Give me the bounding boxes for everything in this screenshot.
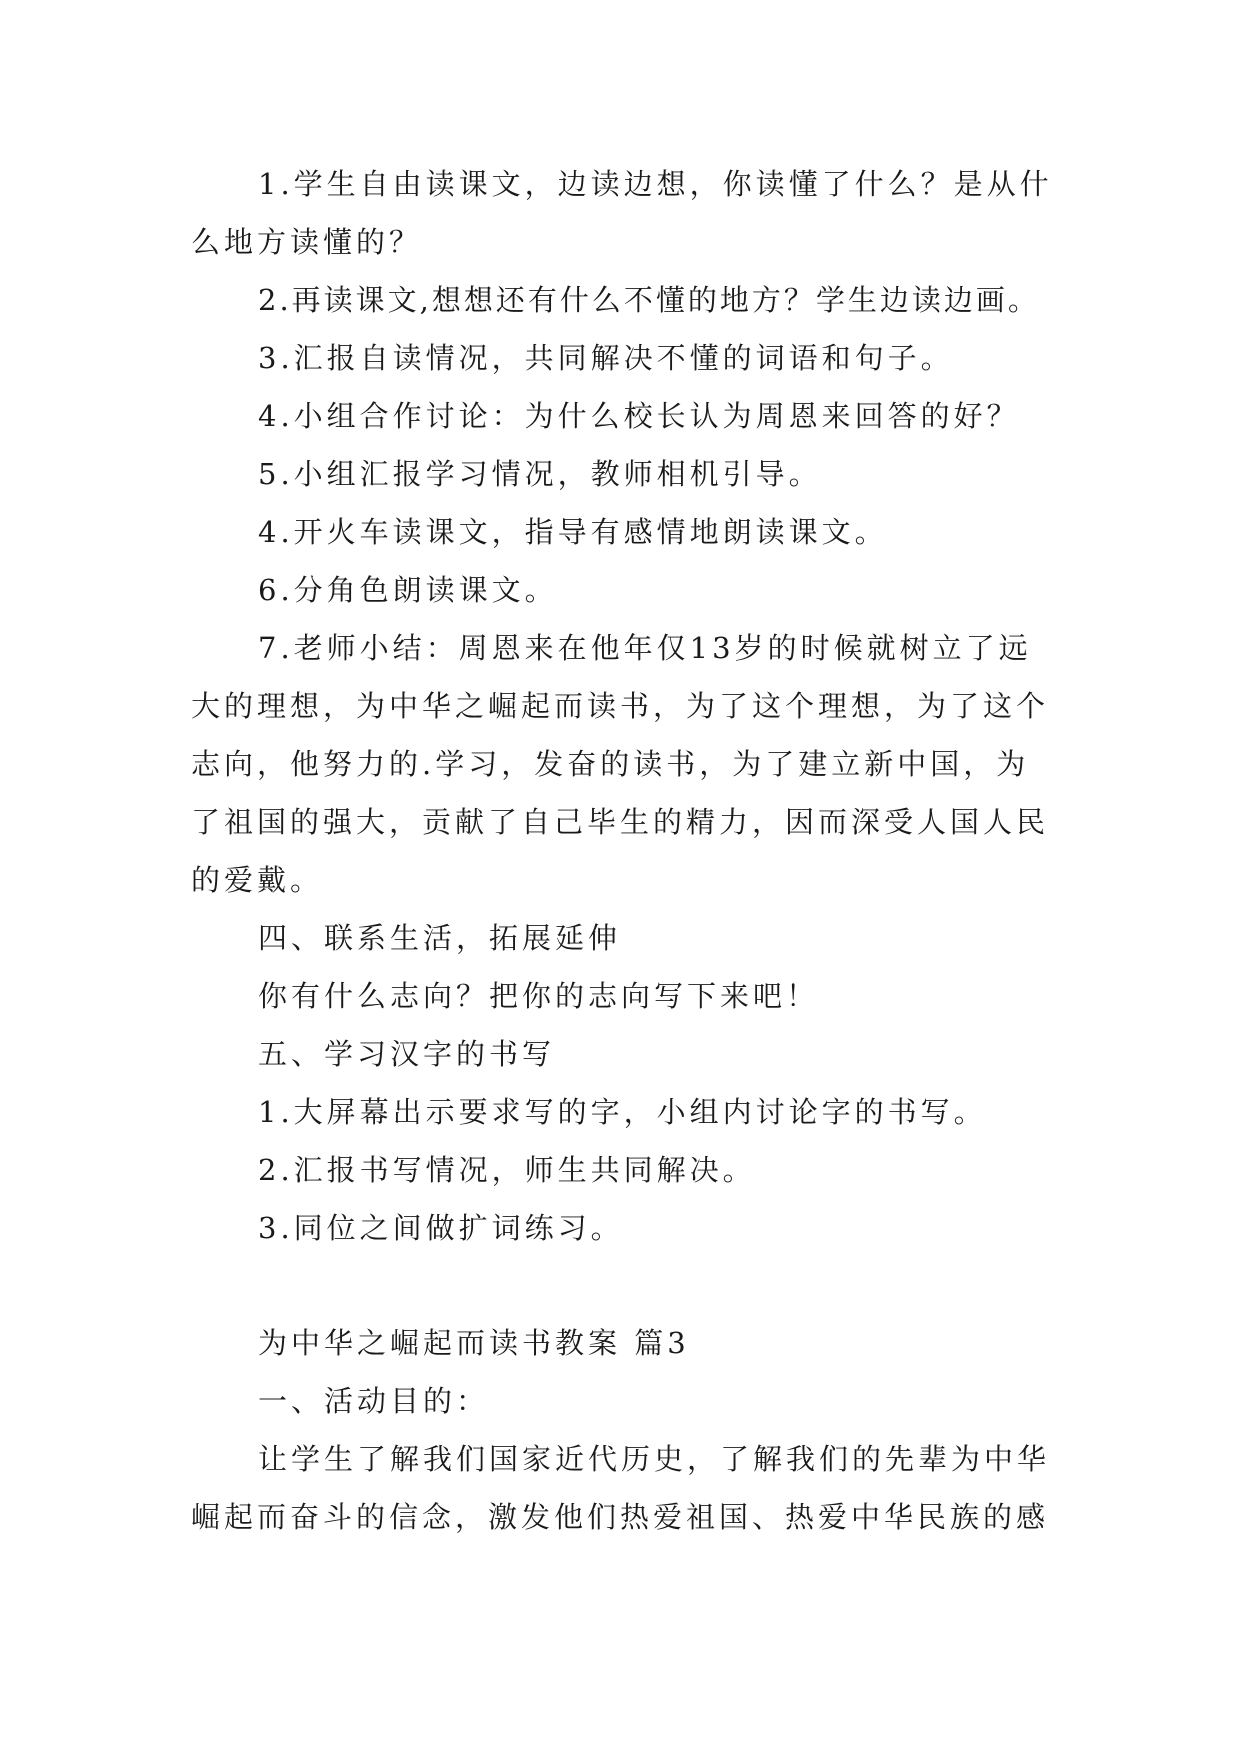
text-line: 大的理想，为中华之崛起而读书，为了这个理想，为了这个 <box>191 689 1050 723</box>
text-line: 么地方读懂的？ <box>191 225 423 259</box>
text-line: 3.汇报自读情况，共同解决不懂的词语和句子。 <box>258 341 954 375</box>
text-line: 志向，他努力的.学习，发奋的读书，为了建立新中国，为 <box>191 747 1030 781</box>
text-line: 1.大屏幕出示要求写的字，小组内讨论字的书写。 <box>258 1095 987 1129</box>
text-line: 7.老师小结：周恩来在他年仅13岁的时候就树立了远 <box>258 631 1032 665</box>
text-line: 2.汇报书写情况，师生共同解决。 <box>258 1153 756 1187</box>
section-heading: 四、联系生活，拓展延伸 <box>258 921 622 955</box>
text-line: 崛起而奋斗的信念，激发他们热爱祖国、热爱中华民族的感 <box>191 1500 1050 1534</box>
document-subtitle: 为中华之崛起而读书教案 篇3 <box>258 1326 690 1360</box>
text-line: 1.学生自由读课文，边读边想，你读懂了什么？是从什 <box>258 167 1053 201</box>
text-line: 让学生了解我们国家近代历史，了解我们的先辈为中华 <box>258 1442 1051 1476</box>
section-heading: 一、活动目的： <box>258 1384 490 1418</box>
text-line: 5.小组汇报学习情况，教师相机引导。 <box>258 457 822 491</box>
text-line: 你有什么志向？把你的志向写下来吧！ <box>258 979 820 1013</box>
text-line: 6.分角色朗读课文。 <box>258 573 558 607</box>
text-line: 了祖国的强大，贡献了自己毕生的精力，因而深受人国人民 <box>191 805 1050 839</box>
text-line: 2.再读课文,想想还有什么不懂的地方？学生边读边画。 <box>258 283 1040 317</box>
text-line: 4.小组合作讨论：为什么校长认为周恩来回答的好？ <box>258 399 1020 433</box>
text-line: 的爱戴。 <box>191 863 324 897</box>
text-line: 3.同位之间做扩词练习。 <box>258 1211 624 1245</box>
section-heading: 五、学习汉字的书写 <box>258 1037 556 1071</box>
text-line: 4.开火车读课文，指导有感情地朗读课文。 <box>258 515 888 549</box>
